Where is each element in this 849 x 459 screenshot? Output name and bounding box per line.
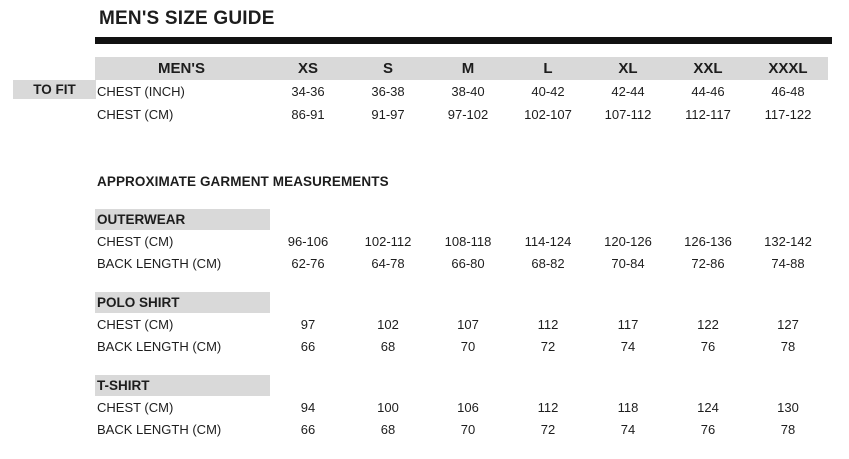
cell-value: 72-86 [691, 255, 725, 271]
row-label: CHEST (CM) [97, 233, 174, 249]
cell-value: 66 [300, 338, 316, 354]
size-header-gender-label: MEN'S [158, 60, 205, 77]
cell-value: 127 [777, 316, 799, 332]
group-title: OUTERWEAR [95, 209, 270, 230]
group-title: T-SHIRT [95, 375, 270, 396]
cell-value: 76 [700, 421, 716, 437]
garment-measurements-heading: APPROXIMATE GARMENT MEASUREMENTS [97, 174, 389, 189]
garment-group-polo-shirt [95, 292, 828, 357]
size-header-xs: XS [297, 60, 318, 77]
row-label: CHEST (INCH) [97, 84, 185, 99]
cell-value: 124 [697, 399, 719, 415]
garment-group-outerwear [95, 209, 828, 274]
cell-value: 44-46 [691, 84, 725, 99]
size-header-xxxl: XXXL [768, 60, 808, 77]
to-fit-size-table [95, 57, 828, 126]
table-row [95, 80, 828, 103]
cell-value: 126-136 [684, 233, 732, 249]
size-header-xl: XL [618, 60, 638, 77]
cell-value: 102-112 [364, 233, 412, 249]
row-label: CHEST (CM) [97, 107, 174, 122]
size-header-l: L [543, 60, 553, 77]
cell-value: 62-76 [291, 255, 325, 271]
cell-value: 70-84 [611, 255, 645, 271]
cell-value: 112 [537, 399, 559, 415]
row-label: CHEST (CM) [97, 399, 174, 415]
cell-value: 66 [300, 421, 316, 437]
cell-value: 66-80 [451, 255, 485, 271]
cell-value: 72 [540, 421, 556, 437]
table-row [95, 313, 828, 335]
cell-value: 74-88 [771, 255, 805, 271]
cell-value: 64-78 [371, 255, 405, 271]
cell-value: 74 [620, 338, 636, 354]
cell-value: 46-48 [771, 84, 805, 99]
cell-value: 74 [620, 421, 636, 437]
size-header-row [95, 57, 828, 80]
page-title: MEN'S SIZE GUIDE [99, 8, 275, 29]
title-underline-rule [95, 37, 832, 44]
row-label: BACK LENGTH (CM) [97, 338, 222, 354]
group-title: POLO SHIRT [95, 292, 270, 313]
row-label: CHEST (CM) [97, 316, 174, 332]
cell-value: 107 [457, 316, 479, 332]
cell-value: 38-40 [451, 84, 485, 99]
cell-value: 96-106 [287, 233, 329, 249]
cell-value: 78 [780, 338, 796, 354]
cell-value: 97 [300, 316, 316, 332]
cell-value: 91-97 [371, 107, 405, 122]
cell-value: 70 [460, 421, 476, 437]
cell-value: 68 [380, 421, 396, 437]
cell-value: 94 [300, 399, 316, 415]
cell-value: 97-102 [447, 107, 489, 122]
cell-value: 118 [617, 399, 639, 415]
cell-value: 36-38 [371, 84, 405, 99]
cell-value: 107-112 [604, 107, 652, 122]
cell-value: 68 [380, 338, 396, 354]
cell-value: 70 [460, 338, 476, 354]
table-row [95, 335, 828, 357]
cell-value: 106 [457, 399, 479, 415]
cell-value: 72 [540, 338, 556, 354]
cell-value: 78 [780, 421, 796, 437]
cell-value: 100 [377, 399, 399, 415]
cell-value: 102 [377, 316, 399, 332]
cell-value: 122 [697, 316, 719, 332]
garment-group-t-shirt [95, 375, 828, 440]
to-fit-side-label: TO FIT [13, 80, 96, 99]
size-header-m: M [461, 60, 475, 77]
cell-value: 120-126 [604, 233, 652, 249]
cell-value: 42-44 [611, 84, 645, 99]
cell-value: 112 [537, 316, 559, 332]
cell-value: 117 [617, 316, 639, 332]
cell-value: 86-91 [291, 107, 325, 122]
table-row [95, 230, 828, 252]
table-row [95, 103, 828, 126]
cell-value: 76 [700, 338, 716, 354]
cell-value: 34-36 [291, 84, 325, 99]
garment-measurements-tables [95, 209, 828, 458]
row-label: BACK LENGTH (CM) [97, 255, 222, 271]
cell-value: 114-124 [524, 233, 572, 249]
size-header-s: S [382, 60, 393, 77]
row-label: BACK LENGTH (CM) [97, 421, 222, 437]
cell-value: 112-117 [685, 107, 731, 122]
cell-value: 68-82 [531, 255, 565, 271]
cell-value: 108-118 [444, 233, 492, 249]
cell-value: 40-42 [531, 84, 565, 99]
cell-value: 130 [777, 399, 799, 415]
cell-value: 132-142 [764, 233, 812, 249]
table-row [95, 252, 828, 274]
cell-value: 102-107 [524, 107, 572, 122]
table-row [95, 396, 828, 418]
cell-value: 117-122 [764, 107, 812, 122]
size-header-xxl: XXL [693, 60, 723, 77]
table-row [95, 418, 828, 440]
